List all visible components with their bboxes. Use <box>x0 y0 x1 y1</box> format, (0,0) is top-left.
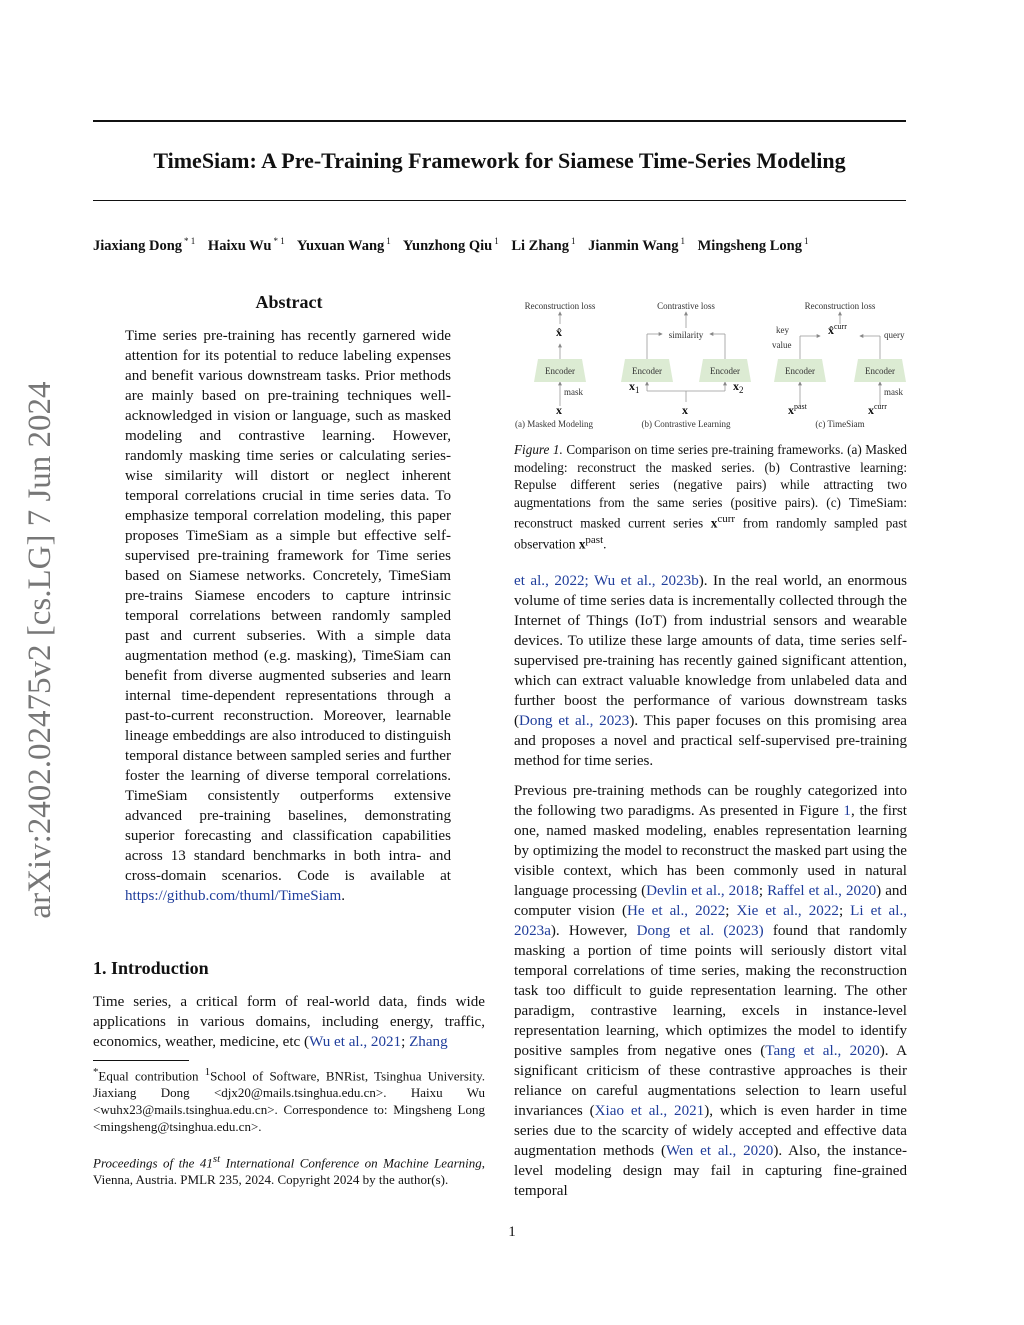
value-label: value <box>772 340 792 350</box>
x-input-b: x <box>682 403 688 417</box>
citation-link[interactable]: Zhang <box>409 1034 448 1050</box>
similarity-label: similarity <box>668 330 704 340</box>
citation-link[interactable]: Wu et al., 2021 <box>309 1034 402 1050</box>
footnote-rule <box>93 1060 189 1061</box>
citation-link[interactable]: He et al., 2022 <box>627 903 726 919</box>
mask-label: mask <box>884 387 903 397</box>
right-paragraph-1: et al., 2022; Wu et al., 2023b). In the real world, an enormous volume of time series data is incrementally collected through the Internet of Things (IoT) from industrial sensors and wearable devices. To utilize these large amounts of data, time series self-supervised pre-training has recently gained significant attention, which can extract valuable knowledge from unlabeled data and further boost the performance of various downstream tasks (Dong et al., 2023). This paper focuses on this promising area and proposes a novel and practical self-supervised pre-training method for time series. <box>514 573 907 769</box>
encoder-label: Encoder <box>710 366 740 376</box>
loss-label-c: Reconstruction loss <box>804 301 876 311</box>
xhat-output-a: x̂ <box>556 325 562 339</box>
xhat-curr-label: x̂$^{curr}$ <box>828 322 847 337</box>
encoder-label: Encoder <box>632 366 662 376</box>
citation-link[interactable]: Li et al., 2023a <box>514 903 907 939</box>
author-list <box>93 236 906 255</box>
citation-link[interactable]: Wen et al., 2020 <box>666 1143 774 1159</box>
loss-label-a: Reconstruction loss <box>524 301 596 311</box>
x-curr-label: $x^{curr}$ <box>868 402 887 417</box>
author: Yuxuan Wang $^1$ <box>296 236 391 254</box>
loss-label-b: Contrastive loss <box>657 301 715 311</box>
citation-link[interactable]: Devlin et al., 2018 <box>646 883 759 899</box>
abstract-heading: Abstract <box>255 292 323 312</box>
query-label: query <box>884 330 905 340</box>
page-number: 1 <box>508 1224 516 1240</box>
encoder-label: Encoder <box>865 366 895 376</box>
citation-link[interactable]: Xiao et al., 2021 <box>594 1103 705 1119</box>
top-rule <box>93 120 906 122</box>
citation-link[interactable]: Xie et al., 2022 <box>736 903 839 919</box>
intro-paragraph: Time series, a critical form of real-world data, finds wide applications in various domains, including energy, traffic, economics, weather, medicine, etc (Wu et al., 2021; Zhang <box>93 994 485 1050</box>
abstract-body: Time series pre-training has recently garnered wide attention for its potential to reduce labeling expenses and benefit various downstream tasks. Prior methods are mainly based on pre-training techniques well-acknowledged in vision or language, such as masked modeling and contrastive learning. However, randomly masking time series or calculating series-wise similarity will distort or neglect inherent temporal correlations crucial in time series data. To emphasize temporal correlation modeling, this paper proposes TimeSiam as a simple but effective self-supervised pre-training framework for Time series based on Siamese networks. Concretely, TimeSiam pre-trains Siamese encoders to capture intrinsic temporal correlations between randomly sampled past and current subseries. With a simple data augmentation method (e.g. masking), TimeSiam can benefit from diverse augmented subseries and learn internal time-dependent representations through a past-to-current reconstruction. Moreover, learnable lineage embeddings are also introduced to distinguish temporal distance between sampled series and further foster the learning of diverse temporal correlations. TimeSiam consistently outperforms extensive advanced pre-training baselines, demonstrating superior forecasting and classification capabilities across 13 standard benchmarks in both intra- and cross-domain scenarios. Code is available at https://github.com/thuml/TimeSiam. <box>125 328 451 904</box>
author: Mingsheng Long $^1$ <box>697 236 809 254</box>
arxiv-stamp: arXiv:2402.02475v2 [cs.LG] 7 Jun 2024 <box>22 381 58 919</box>
figure-1-diagram <box>510 296 910 434</box>
code-link[interactable]: https://github.com/thuml/TimeSiam <box>125 888 342 904</box>
author: Jianmin Wang $^1$ <box>588 236 685 254</box>
figure-caption: Figure 1. Comparison on time series pre-training frameworks. (a) Masked modeling: reconstruct the masked series. (b) Contrastive learning: Repulse different series (negative pairs) while attracting two augmentations from the same series (positive pairs). (c) TimeSiam: reconstruct masked current series $x^{curr}$ from randomly sampled past observation $x^{past}$. <box>514 442 907 552</box>
citation-link[interactable]: Tang et al., 2020 <box>765 1043 880 1059</box>
author: Yunzhong Qiu $^1$ <box>402 236 499 254</box>
footnote-proceedings: Proceedings of the 41st International Conference on Machine Learning, Vienna, Austria. PMLR 235, 2024. Copyright 2024 by the author(s). <box>93 1153 485 1188</box>
author: Li Zhang $^1$ <box>511 236 576 254</box>
encoder-label: Encoder <box>785 366 815 376</box>
citation-link[interactable]: Dong et al. (2023) <box>636 923 764 939</box>
footnote-affiliations: *Equal contribution $^1$School of Software, BNRist, Tsinghua University. Jiaxiang Dong <djx20@mails.tsinghua.edu.cn>. Haixu Wu <wuhx23@mails.tsinghua.edu.cn>. Correspondence to: Mingsheng Long <mingsheng@tsinghua.edu.cn>. <box>93 1066 486 1135</box>
x-past-label: $x^{past}$ <box>788 402 807 417</box>
x2-label: $x_2$ <box>733 379 744 395</box>
citation-link[interactable]: et al., 2022; Wu et al., 2023b <box>514 573 699 589</box>
citation-link[interactable]: Raffel et al., 2020 <box>767 883 877 899</box>
x-input-a: x <box>556 403 562 417</box>
paper-title: TimeSiam: A Pre-Training Framework for Siamese Time-Series Modeling <box>153 148 846 173</box>
section-heading-introduction: 1. Introduction <box>93 958 209 978</box>
title-rule <box>93 200 906 201</box>
sublabel-a: (a) Masked Modeling <box>515 419 593 429</box>
citation-link[interactable]: Dong et al., 2023 <box>519 713 630 729</box>
x1-label: $x_1$ <box>629 379 640 395</box>
right-paragraph-2: Previous pre-training methods can be roughly categorized into the following two paradigms. As presented in Figure 1, the first one, named masked modeling, enables representation learning by optimizing the model to reconstruct the masked part using the visible context, which has been commonly used in natural language processing (Devlin et al., 2018; Raffel et al., 2020) and computer vision (He et al., 2022; Xie et al., 2022; Li et al., 2023a). However, Dong et al. (2023) found that randomly masking a portion of time points will seriously distort vital temporal correlations of time series, making the reconstruction task too difficult to guide representation learning. The other paradigm, contrastive learning, excels in instance-level representation learning, which optimizes the model to identify positive samples from negative ones (Tang et al., 2020). A significant criticism of these contrastive approaches is their reliance on careful augmentations selection to learn useful invariances (Xiao et al., 2021), which is even harder in time series due to the scarcity of widely accepted and effective data augmentation methods (Wen et al., 2020). Also, the instance-level modeling design may fail in capturing fine-grained temporal <box>514 783 908 1199</box>
key-label: key <box>776 325 789 335</box>
author: Jiaxiang Dong $^{* 1}$ <box>93 236 196 254</box>
sublabel-b: (b) Contrastive Learning <box>641 419 731 429</box>
figure-ref-link[interactable]: 1 <box>843 803 851 819</box>
author: Haixu Wu $^{* 1}$ <box>207 236 285 254</box>
sublabel-c: (c) TimeSiam <box>815 419 865 429</box>
mask-label: mask <box>564 387 583 397</box>
encoder-label: Encoder <box>545 366 575 376</box>
